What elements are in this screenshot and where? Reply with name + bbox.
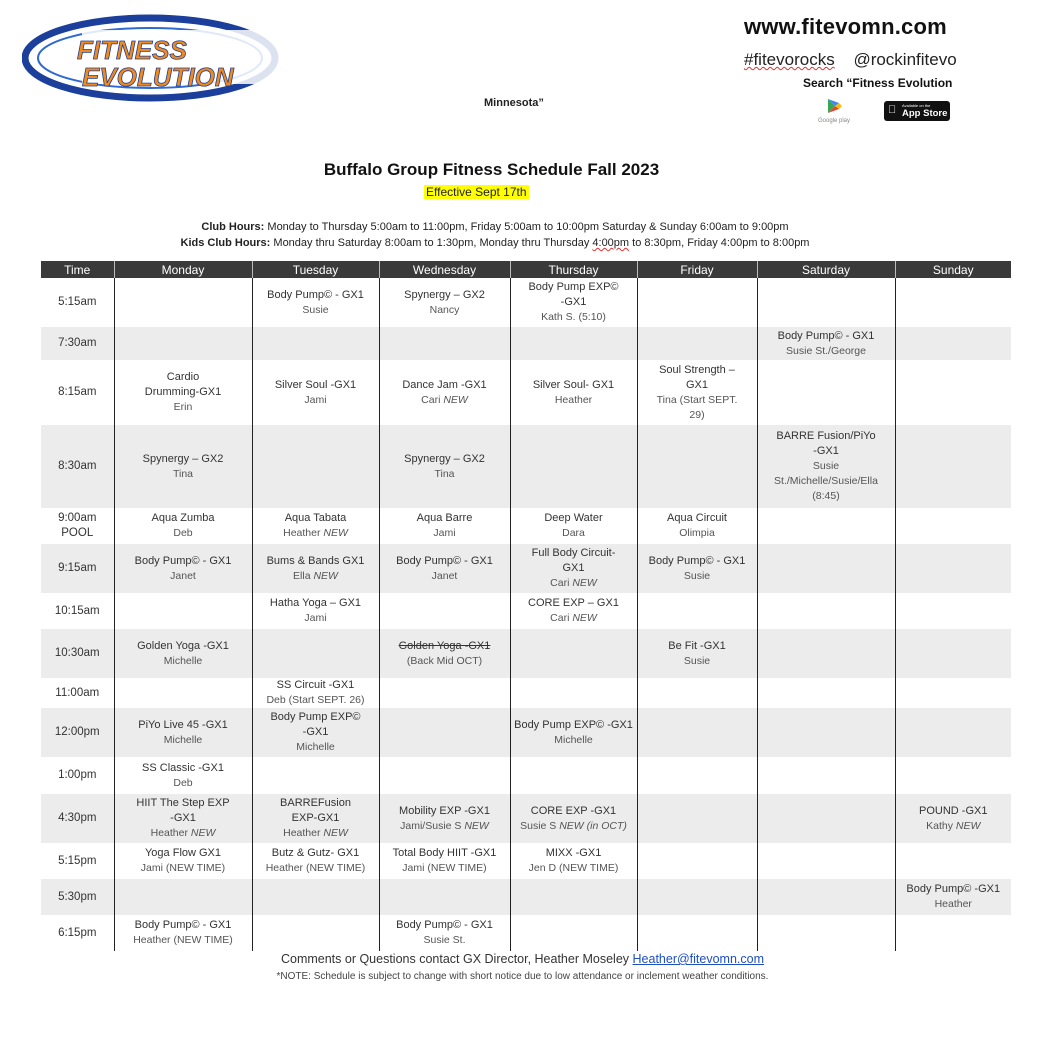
class-cell-monday[interactable] [114, 425, 252, 508]
class-cell-saturday [757, 278, 895, 327]
class-name: Body Pump EXP© [270, 711, 361, 723]
kids-club-hours: Kids Club Hours: Monday thru Saturday 8:00am to 1:30pm, Monday thru Thursday 4:00pm to 8:30pm, Friday 4:00pm to 8:00pm [180, 237, 810, 249]
class-cell-monday [114, 278, 252, 327]
class-detail: GX1 [562, 562, 585, 574]
class-cell-saturday [757, 508, 895, 544]
class-detail: Cari NEW [421, 393, 468, 406]
class-cell-saturday [757, 708, 895, 757]
class-cell-sunday [895, 360, 1011, 425]
class-name: Golden Yoga -GX1 [137, 639, 229, 652]
search-app-text: Search “Fitness Evolution [803, 76, 953, 90]
class-name: Aqua Barre [416, 512, 473, 524]
class-detail: Jami (NEW TIME) [140, 862, 226, 874]
class-name: Total Body HIIT -GX1 [392, 847, 497, 859]
class-cell-monday[interactable] [114, 757, 252, 794]
class-detail: GX1 [685, 378, 708, 391]
class-name: Silver Soul- GX1 [532, 378, 615, 391]
schedule-row [41, 425, 1011, 508]
class-cell-thursday[interactable] [510, 544, 637, 593]
class-cell-saturday [757, 629, 895, 678]
schedule-table [41, 261, 1011, 951]
class-detail: Susie [683, 569, 711, 582]
class-cell-sunday [895, 425, 1011, 508]
class-cell-sunday [895, 508, 1011, 544]
class-cell-tuesday[interactable] [252, 678, 379, 708]
schedule-row [41, 843, 1011, 879]
class-cell-thursday [510, 425, 637, 508]
class-name: BARREFusion [280, 797, 351, 809]
class-cell-monday[interactable] [114, 708, 252, 757]
class-name: Body Pump© - GX1 [648, 554, 746, 567]
class-cell-friday [637, 708, 757, 757]
social-handles [744, 50, 957, 70]
class-name: Body Pump EXP© -GX1 [514, 718, 633, 731]
class-cell-monday [114, 879, 252, 915]
class-cell-friday [637, 879, 757, 915]
time-slot: 12:00pm [41, 708, 114, 757]
class-cell-monday[interactable] [114, 843, 252, 879]
class-detail: Tina [434, 467, 455, 480]
class-cell-saturday [757, 544, 895, 593]
column-header-friday: Friday [637, 261, 757, 278]
class-cell-wednesday[interactable] [379, 278, 510, 327]
header-row [41, 261, 1011, 278]
class-detail: Michelle [163, 733, 203, 746]
class-name: Body Pump© - GX1 [777, 329, 875, 342]
class-detail: Susie St./George [786, 344, 866, 357]
schedule-row [41, 360, 1011, 425]
class-name: Spynergy – GX2 [142, 452, 224, 465]
schedule-row [41, 879, 1011, 915]
class-name: Dance Jam -GX1 [402, 378, 487, 391]
class-detail: Cari NEW [550, 612, 597, 624]
class-name: SS Circuit -GX1 [276, 679, 355, 691]
class-cell-monday [114, 593, 252, 629]
class-cell-thursday[interactable] [510, 593, 637, 629]
class-name: Butz & Gutz- GX1 [271, 847, 360, 859]
time-slot: 8:15am [58, 386, 97, 398]
class-cell-thursday[interactable] [510, 508, 637, 544]
class-cell-thursday [510, 879, 637, 915]
class-detail: Heather NEW [150, 827, 216, 839]
class-detail: -GX1 [302, 726, 329, 738]
class-name: Aqua Circuit [667, 512, 727, 524]
class-detail: Ella NEW [293, 569, 338, 582]
class-detail: EXP-GX1 [291, 812, 340, 824]
class-name: Body Pump© - GX1 [396, 554, 493, 567]
time-slot: 5:15am [58, 296, 97, 308]
class-cell-monday[interactable] [114, 544, 252, 593]
class-cell-sunday [895, 757, 1011, 794]
class-name: BARRE Fusion/PiYo [776, 430, 876, 442]
class-detail: Heather [934, 898, 972, 910]
class-cell-friday [637, 593, 757, 629]
time-slot: 10:15am [54, 604, 100, 617]
class-detail: Heather (NEW TIME) [133, 934, 233, 946]
class-cell-tuesday [252, 915, 379, 951]
class-detail: Cari NEW [550, 577, 597, 589]
class-detail: Deb (Start SEPT. 26) [266, 694, 365, 706]
schedule-row [41, 327, 1011, 360]
club-hours: Club Hours: Monday to Thursday 5:00am to 11:00pm, Friday 5:00am to 10:00pm Saturday & Sunday 6:00am to 9:00pm [201, 221, 789, 233]
class-cell-friday [637, 794, 757, 843]
class-cell-wednesday[interactable] [379, 843, 510, 879]
class-cell-sunday[interactable] [895, 879, 1011, 915]
class-detail: Heather NEW [283, 527, 348, 539]
effective-date: Effective Sept 17th [426, 185, 527, 199]
class-cell-thursday [510, 327, 637, 360]
class-detail: Heather NEW [283, 827, 348, 839]
class-cell-friday [637, 757, 757, 794]
class-cell-monday[interactable] [114, 629, 252, 678]
class-cell-wednesday[interactable] [379, 508, 510, 544]
fitness-evolution-logo [22, 14, 298, 106]
class-detail: Dara [562, 527, 585, 539]
class-detail: Jami [304, 393, 327, 406]
class-cell-saturday [757, 757, 895, 794]
class-cell-wednesday [379, 593, 510, 629]
class-cell-wednesday[interactable] [379, 425, 510, 508]
schedule-row [41, 794, 1011, 843]
class-detail: Susie St. [423, 934, 466, 946]
class-cell-monday[interactable] [114, 508, 252, 544]
class-cell-sunday [895, 843, 1011, 879]
class-cell-friday[interactable] [637, 544, 757, 593]
class-name: Silver Soul -GX1 [274, 378, 357, 391]
class-cell-friday[interactable] [637, 629, 757, 678]
class-detail: Michelle [554, 733, 593, 746]
class-cell-thursday[interactable] [510, 708, 637, 757]
class-detail: Jami/Susie S NEW [400, 819, 489, 832]
class-cell-wednesday [379, 879, 510, 915]
class-name: Yoga Flow GX1 [144, 847, 222, 859]
class-cell-thursday[interactable] [510, 794, 637, 843]
class-cell-saturday [757, 794, 895, 843]
class-name: Aqua Zumba [151, 512, 215, 524]
class-name: Body Pump© - GX1 [134, 919, 232, 931]
contact-line: Comments or Questions contact GX Director, Heather Moseley Heather@fitevomn.com [280, 952, 765, 966]
class-cell-wednesday[interactable] [379, 915, 510, 951]
class-detail: Janet [170, 569, 196, 582]
class-detail: Kath S. (5:10) [541, 311, 606, 323]
time-slot: 8:30am [41, 425, 114, 508]
column-header-time: Time [41, 261, 114, 278]
class-name: Body Pump© - GX1 [134, 554, 232, 567]
class-cell-tuesday[interactable] [252, 708, 379, 757]
schedule-row [41, 593, 1011, 629]
class-name: SS Classic -GX1 [142, 761, 224, 774]
class-detail: Drumming-GX1 [144, 386, 222, 398]
app-store-badge[interactable]: Available on the App Store [884, 101, 950, 121]
class-cell-sunday [895, 593, 1011, 629]
class-detail: Jami (NEW TIME) [402, 862, 487, 874]
class-detail: Kathy NEW [926, 819, 981, 832]
class-cell-saturday [757, 593, 895, 629]
class-cell-monday [114, 678, 252, 708]
time-slot: 1:00pm [58, 769, 97, 781]
class-name: Body Pump© -GX1 [906, 883, 1001, 895]
class-name: Spynergy – GX2 [404, 288, 485, 301]
column-header-thursday: Thursday [510, 261, 637, 278]
time-slot: 9:15am [41, 544, 114, 593]
class-cell-friday [637, 425, 757, 508]
class-cell-wednesday[interactable] [379, 629, 510, 678]
class-name: CORE EXP – GX1 [528, 597, 619, 609]
class-cell-sunday [895, 327, 1011, 360]
class-detail: Jen D (NEW TIME) [528, 862, 619, 874]
class-cell-wednesday[interactable] [379, 544, 510, 593]
class-cell-friday[interactable] [637, 360, 757, 425]
column-header-tuesday: Tuesday [252, 261, 379, 278]
class-detail: Heather (NEW TIME) [265, 862, 366, 874]
class-name: Spynergy – GX2 [404, 452, 485, 465]
class-detail: Olimpia [679, 527, 715, 539]
column-header-monday: Monday [114, 261, 252, 278]
class-cell-tuesday [252, 629, 379, 678]
class-cell-tuesday[interactable] [252, 544, 379, 593]
class-detail: Tina (Start SEPT. [656, 393, 738, 406]
class-cell-thursday [510, 678, 637, 708]
time-slot: 11:00am [55, 686, 100, 699]
class-cell-friday [637, 843, 757, 879]
class-name: Cardio [166, 371, 200, 383]
class-detail: (8:45) [812, 490, 840, 502]
class-cell-saturday[interactable] [757, 425, 895, 508]
class-cell-sunday [895, 278, 1011, 327]
class-detail: Janet [431, 569, 458, 582]
class-cell-wednesday [379, 757, 510, 794]
schedule-row [41, 278, 1011, 327]
social-handle[interactable]: @rockinfitevo [853, 50, 957, 69]
google-play-icon [812, 98, 856, 124]
class-name: POUND -GX1 [919, 804, 988, 817]
class-detail: St./Michelle/Susie/Ella [774, 475, 878, 487]
class-cell-tuesday [252, 757, 379, 794]
class-cell-thursday[interactable] [510, 360, 637, 425]
class-cell-monday[interactable] [114, 915, 252, 951]
schedule-row [41, 757, 1011, 794]
class-cell-tuesday[interactable] [252, 843, 379, 879]
time-slot: 4:30pm [41, 794, 114, 843]
class-cell-tuesday [252, 327, 379, 360]
class-detail: 29) [689, 408, 705, 421]
schedule-row [41, 915, 1011, 951]
schedule-title: Buffalo Group Fitness Schedule Fall 2023 [323, 160, 660, 179]
class-cell-sunday [895, 678, 1011, 708]
class-detail: -GX1 [560, 296, 587, 308]
class-cell-friday [637, 327, 757, 360]
class-cell-thursday [510, 915, 637, 951]
class-cell-monday [114, 327, 252, 360]
class-cell-friday [637, 278, 757, 327]
class-name: Mobility EXP -GX1 [399, 804, 490, 817]
class-detail: Susie [812, 460, 840, 472]
class-detail: Susie S NEW (in OCT) [520, 819, 627, 832]
column-header-sunday: Sunday [895, 261, 1011, 278]
class-cell-tuesday[interactable] [252, 278, 379, 327]
class-detail: Michelle [163, 654, 203, 667]
class-cell-thursday [510, 629, 637, 678]
class-name: Bums & Bands GX1 [266, 554, 365, 567]
class-cell-tuesday[interactable] [252, 508, 379, 544]
svg-text:EVOLUTION: EVOLUTION [82, 62, 234, 92]
class-detail: Jami [433, 527, 456, 539]
class-cell-tuesday [252, 425, 379, 508]
class-detail: -GX1 [170, 812, 196, 824]
schedule-row [41, 508, 1011, 544]
class-detail: -GX1 [813, 445, 839, 457]
class-cell-saturday [757, 915, 895, 951]
class-name: Body Pump© - GX1 [267, 288, 364, 301]
schedule-row [41, 629, 1011, 678]
class-detail: Nancy [429, 303, 460, 316]
class-detail: Jami [304, 612, 327, 624]
class-name: Be Fit -GX1 [668, 639, 726, 652]
class-name: Deep Water [544, 512, 603, 524]
class-cell-saturday [757, 678, 895, 708]
class-name: HIIT The Step EXP [136, 797, 230, 809]
schedule-note: *NOTE: Schedule is subject to change with short notice due to low attendance or inclement weather conditions. [276, 971, 769, 982]
class-detail: Susie [683, 654, 711, 667]
time-slot: 10:30am [41, 629, 114, 678]
schedule-row [41, 708, 1011, 757]
class-cell-friday [637, 678, 757, 708]
class-cell-tuesday[interactable] [252, 593, 379, 629]
google-play-badge[interactable] [812, 98, 856, 124]
time-slot: 5:15pm [58, 854, 97, 867]
website-url[interactable]: www.fitevomn.com [744, 14, 947, 39]
class-cell-thursday[interactable] [510, 278, 637, 327]
class-cell-saturday[interactable] [757, 327, 895, 360]
class-name: Full Body Circuit- [531, 547, 616, 559]
class-cell-sunday[interactable] [895, 794, 1011, 843]
class-cell-saturday [757, 360, 895, 425]
svg-text:Google play: Google play [817, 118, 851, 124]
hashtag[interactable]: #fitevorocks [744, 50, 835, 69]
contact-email-link[interactable]: Heather@fitevomn.com [632, 952, 765, 966]
class-cell-wednesday [379, 678, 510, 708]
class-cell-monday[interactable] [114, 794, 252, 843]
class-cell-sunday [895, 544, 1011, 593]
class-cell-tuesday[interactable] [252, 794, 379, 843]
column-header-wednesday: Wednesday [379, 261, 510, 278]
class-name: Hatha Yoga – GX1 [269, 597, 362, 609]
class-cell-sunday [895, 708, 1011, 757]
class-cell-saturday [757, 843, 895, 879]
class-detail: Erin [173, 401, 193, 413]
class-cell-tuesday[interactable] [252, 360, 379, 425]
class-cell-thursday[interactable] [510, 843, 637, 879]
class-detail: Tina [172, 467, 194, 480]
class-name: MIXX -GX1 [545, 847, 602, 859]
column-header-saturday: Saturday [757, 261, 895, 278]
class-name: Golden Yoga -GX1 [398, 639, 491, 652]
class-cell-friday[interactable] [637, 508, 757, 544]
class-name: Aqua Tabata [284, 512, 347, 524]
class-cell-sunday [895, 915, 1011, 951]
class-detail: Heather [554, 393, 593, 406]
class-detail: Michelle [296, 741, 335, 753]
class-name: CORE EXP -GX1 [530, 804, 617, 817]
class-cell-wednesday [379, 327, 510, 360]
time-slot: 9:00am POOL [58, 512, 97, 539]
class-name: Body Pump© - GX1 [396, 919, 493, 931]
class-cell-tuesday [252, 879, 379, 915]
class-name: PiYo Live 45 -GX1 [138, 718, 228, 731]
class-detail: Susie [302, 303, 329, 316]
class-cell-monday[interactable] [114, 360, 252, 425]
class-detail: (Back Mid OCT) [406, 654, 483, 667]
class-cell-saturday [757, 879, 895, 915]
time-slot: 5:30pm [41, 879, 114, 915]
class-cell-wednesday [379, 708, 510, 757]
time-slot: 7:30am [41, 327, 114, 360]
class-cell-friday [637, 915, 757, 951]
class-detail: Deb [173, 527, 193, 539]
time-slot: 6:15pm [58, 926, 97, 939]
class-cell-wednesday[interactable] [379, 360, 510, 425]
state-label: Minnesota” [484, 97, 544, 109]
class-name: Body Pump EXP© [528, 281, 619, 293]
class-cell-thursday [510, 757, 637, 794]
svg-text:FITNESS: FITNESS [77, 35, 187, 65]
class-detail: Deb [173, 776, 193, 789]
class-name: Soul Strength – [659, 363, 735, 376]
class-cell-sunday [895, 629, 1011, 678]
schedule-row [41, 678, 1011, 708]
apple-icon [888, 104, 896, 116]
schedule-row [41, 544, 1011, 593]
class-cell-wednesday[interactable] [379, 794, 510, 843]
